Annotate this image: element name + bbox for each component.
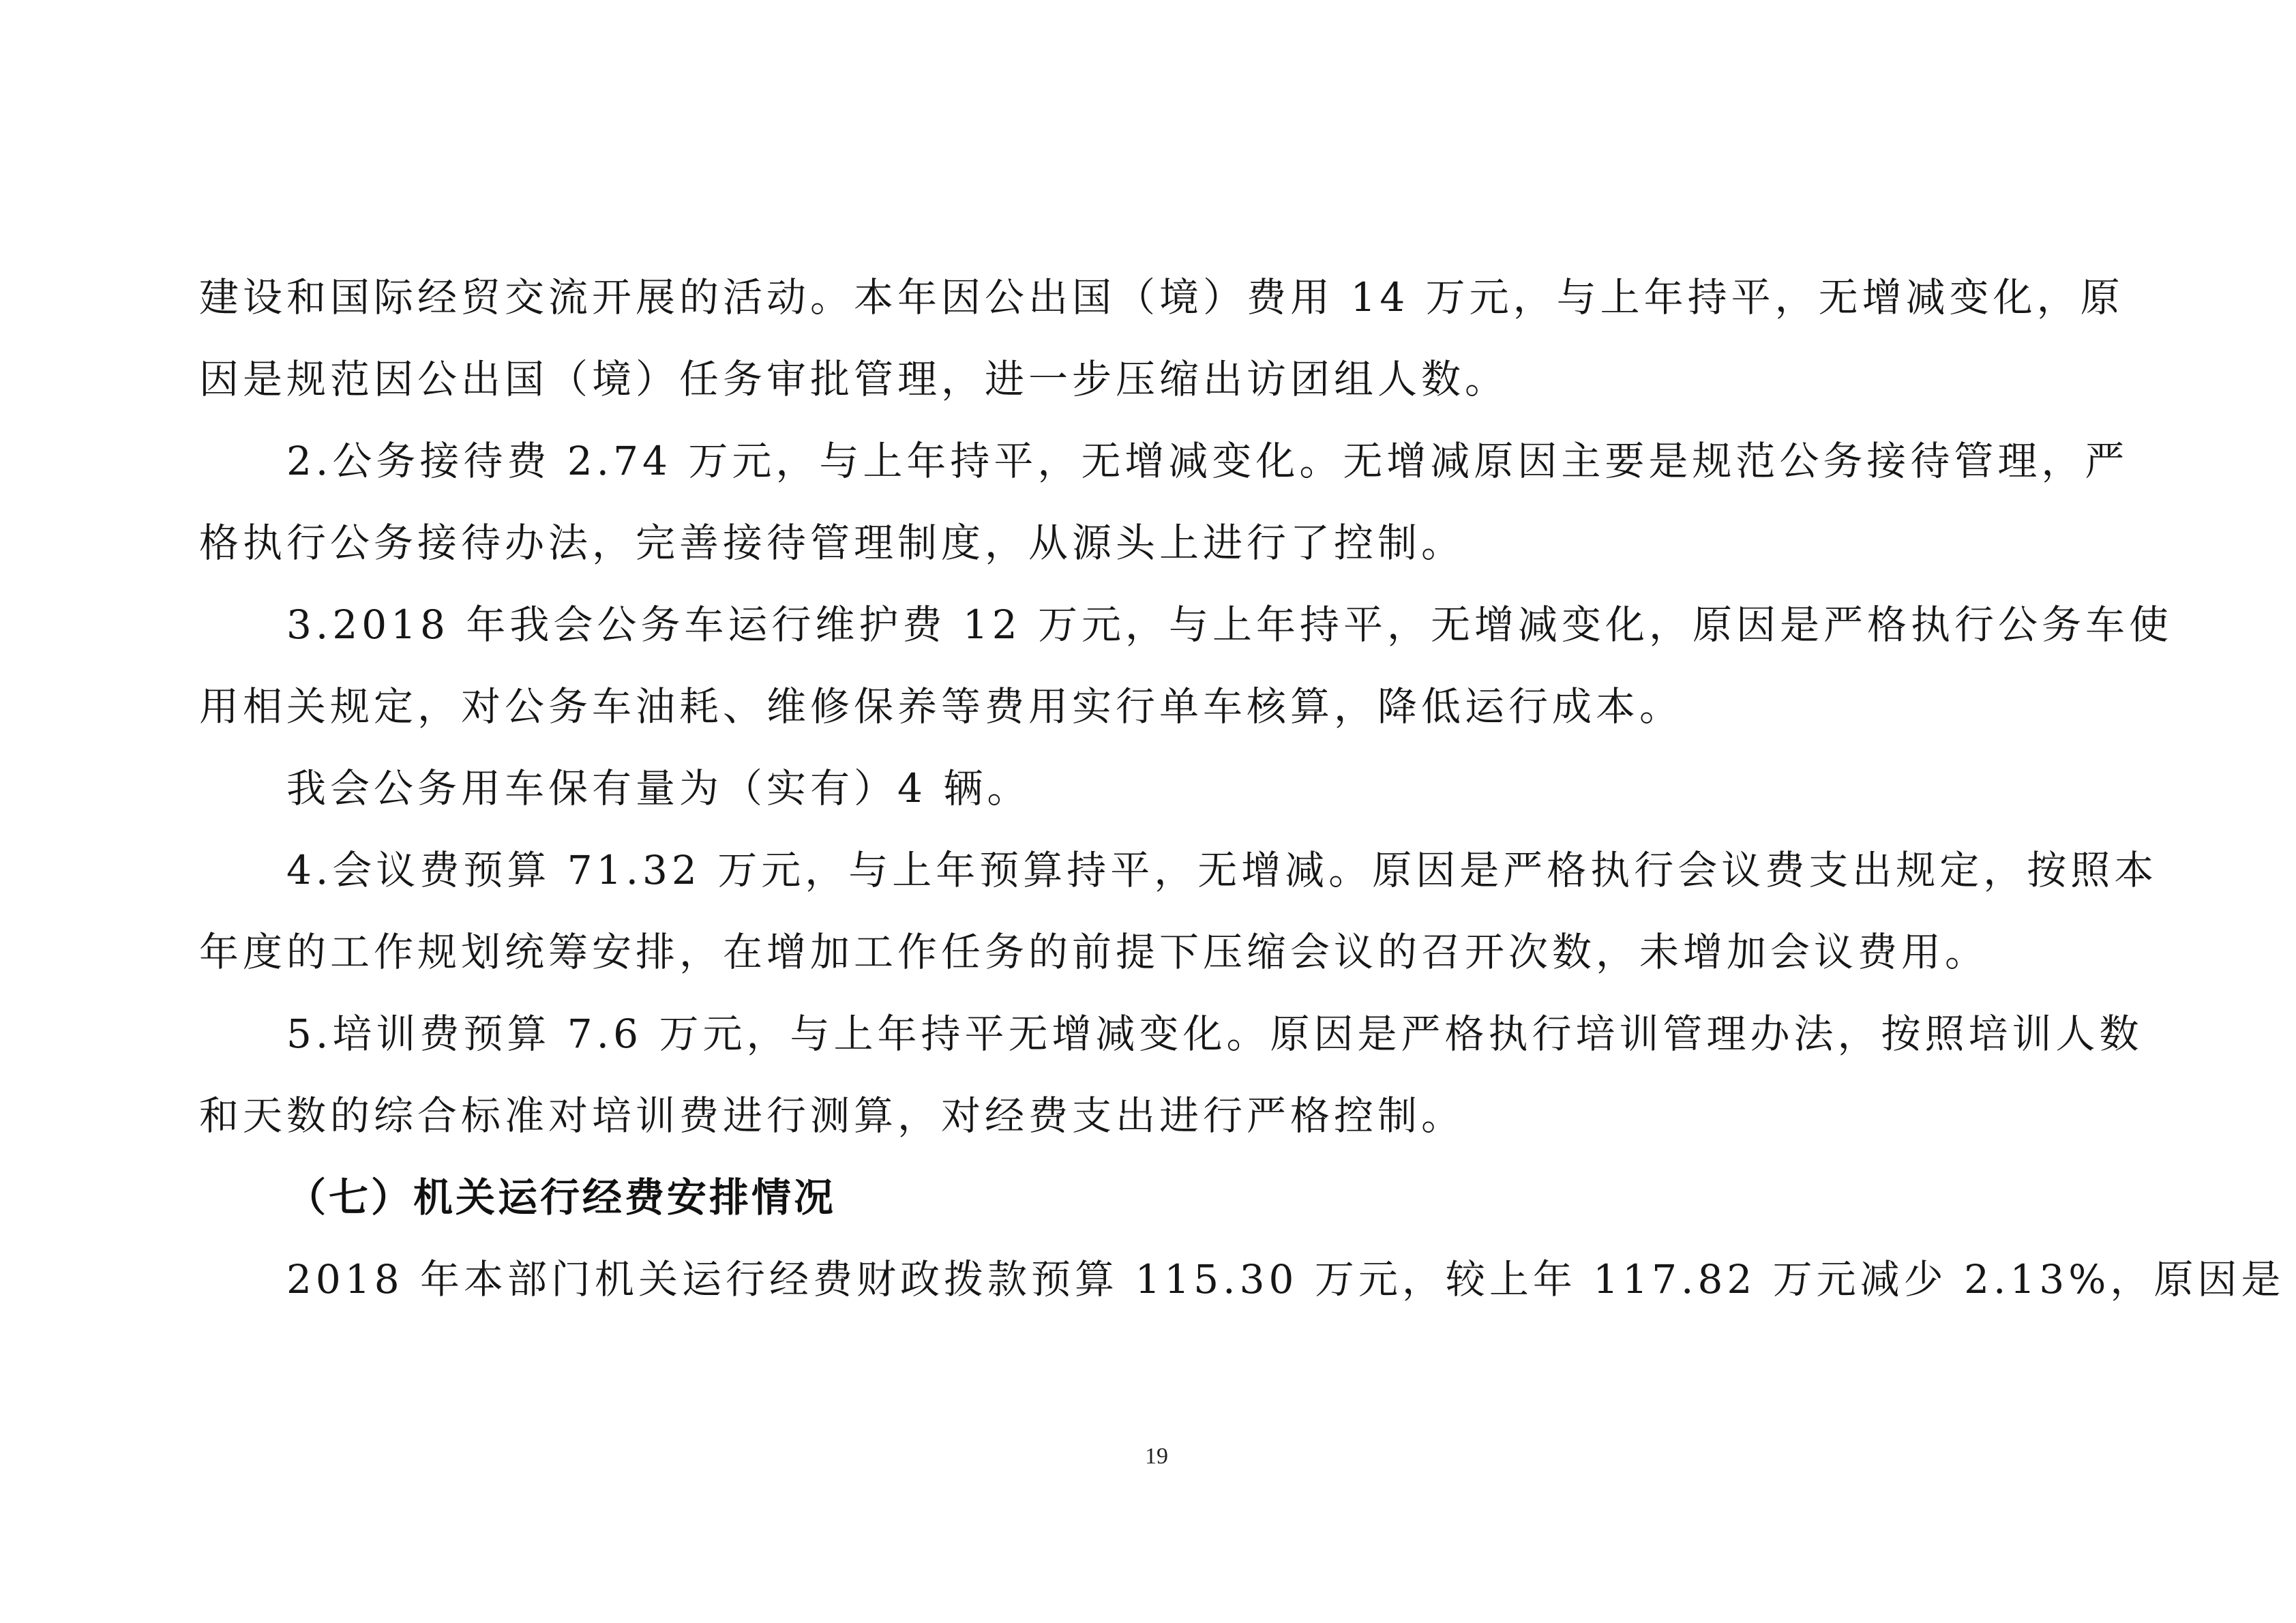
page-number: 19 — [1145, 1444, 1168, 1469]
paragraph-line: 用相关规定，对公务车油耗、维修保养等费用实行单车核算，降低运行成本。 — [199, 683, 1684, 730]
paragraph-line: 2.公务接待费 2.74 万元，与上年持平，无增减变化。无增减原因主要是规范公务接待管理，严 — [286, 438, 2129, 484]
paragraph-line: 格执行公务接待办法，完善接待管理制度，从源头上进行了控制。 — [199, 520, 1465, 566]
paragraph-line: 因是规范因公出国（境）任务审批管理，进一步压缩出访团组人数。 — [199, 356, 1509, 402]
paragraph-line: 5.培训费预算 7.6 万元，与上年持平无增减变化。原因是严格执行培训管理办法，按照培训人数 — [286, 1011, 2143, 1057]
paragraph-line: 3.2018 年我会公务车运行维护费 12 万元，与上年持平，无增减变化，原因是严格执行公务车使 — [286, 601, 2173, 648]
section-heading: （七）机关运行经费安排情况 — [286, 1174, 837, 1221]
paragraph-line: 4.会议费预算 71.32 万元，与上年预算持平，无增减。原因是严格执行会议费支出规定，按照本 — [286, 847, 2158, 893]
paragraph-line: 年度的工作规划统筹安排，在增加工作任务的前提下压缩会议的召开次数，未增加会议费用。 — [199, 929, 1989, 975]
paragraph-line: 和天数的综合标准对培训费进行测算，对经费支出进行严格控制。 — [199, 1092, 1465, 1139]
paragraph-line: 2018 年本部门机关运行经费财政拨款预算 115.30 万元，较上年 117.82 万元减少 2.13%，原因是 — [286, 1256, 2285, 1302]
paragraph-line: 建设和国际经贸交流开展的活动。本年因公出国（境）费用 14 万元，与上年持平，无增减变化，原 — [199, 274, 2124, 321]
paragraph-line: 我会公务用车保有量为（实有）4 辆。 — [286, 765, 1031, 812]
